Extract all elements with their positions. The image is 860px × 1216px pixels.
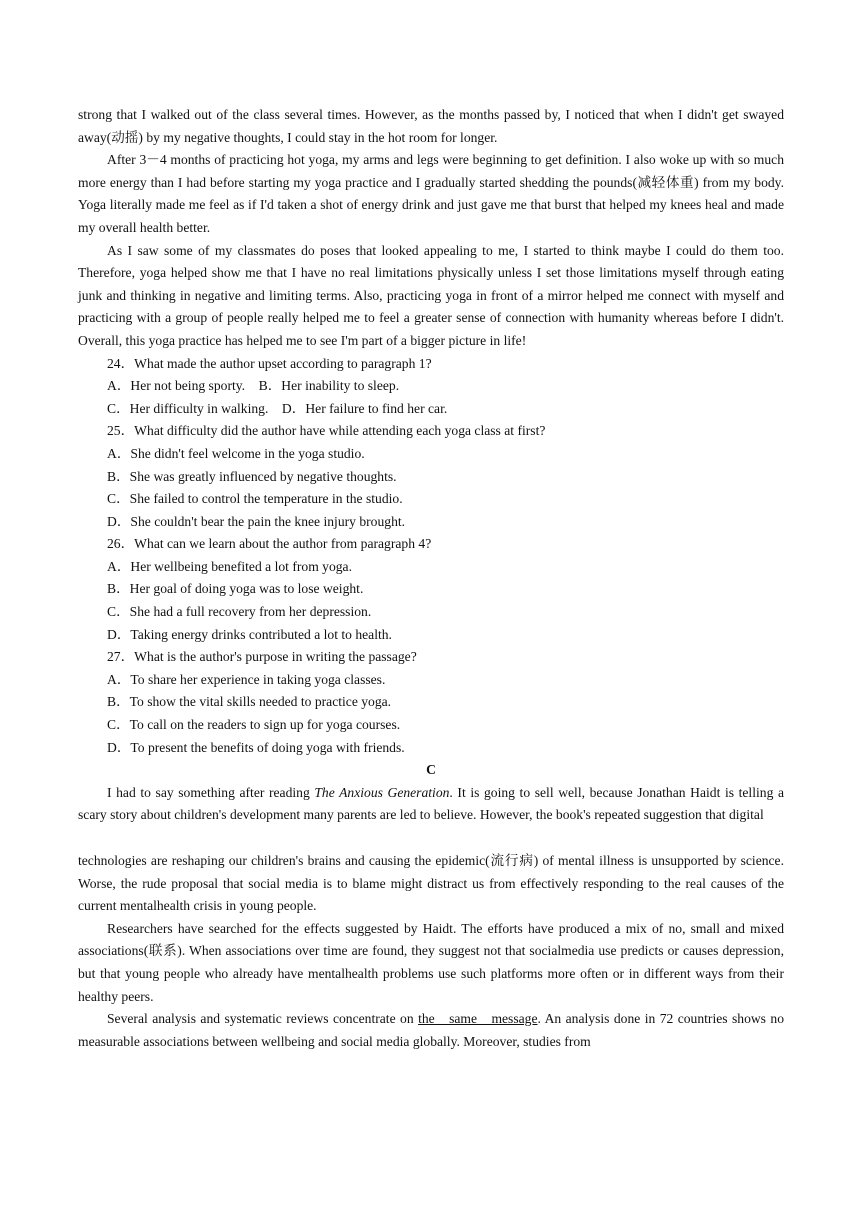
question-27-option-b: B．To show the vital skills needed to practice yoga. [107, 694, 392, 710]
question-24-stem: 24．What made the author upset according to paragraph 1? [107, 355, 432, 371]
passage-c-p1-after: . It is going to sell well, because Jonathan Haidt is telling a scary story about children's development many parents are led to believe. However, the book's repeated suggestion that digital [78, 784, 784, 823]
question-27-option-c: C．To call on the readers to sign up for yoga courses. [107, 717, 401, 733]
question-26-option-a: A．Her wellbeing benefited a lot from yoga. [107, 558, 352, 574]
question-26-option-b: B．Her goal of doing yoga was to lose weight. [107, 581, 364, 597]
passage-c-p1-before: I had to say something after reading [107, 784, 315, 800]
document-page [78, 104, 784, 1053]
passage-c-paragraph-3 [78, 1008, 784, 1053]
passage-c-paragraph-1 [78, 782, 784, 827]
question-27-option-d: D．To present the benefits of doing yoga with friends. [107, 739, 405, 755]
book-title: The Anxious Generation [314, 784, 450, 800]
question-25-stem: 25．What difficulty did the author have while attending each yoga class at first? [107, 423, 546, 439]
passage-c-heading: C [426, 762, 436, 778]
question-27-option-a: A．To share her experience in taking yoga classes. [107, 671, 386, 687]
passage-b-paragraph-2: After 3－4 months of practicing hot yoga, my arms and legs were beginning to get definition. I also woke up with so much more energy than I had before starting my yoga practice and I gradually started shedding the pounds(减轻体重) from my body. Yoga literally made me feel as if I'd taken a shot of energy drink and just gave me that burst that helped my knees heal and made my overall health better. [78, 152, 784, 235]
question-26-option-c: C．She had a full recovery from her depression. [107, 604, 372, 620]
question-24-options-ab: A．Her not being sporty. B．Her inability to sleep. [107, 378, 400, 394]
passage-c-paragraph-2: Researchers have searched for the effects suggested by Haidt. The efforts have produced a mix of no, small and mixed associations(联系). When associations over time are found, they suggest not that socialmedia use predicts or causes depression, but that young people who already have mentalhealth problems use such platforms more often or in different ways from their healthy peers. [78, 920, 784, 1004]
question-25-option-b: B．She was greatly influenced by negative thoughts. [107, 468, 397, 484]
question-26-option-d: D．Taking energy drinks contributed a lot to health. [107, 626, 392, 642]
question-26-stem: 26．What can we learn about the author from paragraph 4? [107, 536, 432, 552]
passage-b-paragraph-3: As I saw some of my classmates do poses that looked appealing to me, I started to think maybe I could do them too. Therefore, yoga helped show me that I have no real limitations physically unless I set those limitations myself through eating junk and thinking in negative and limiting terms. Also, practicing yoga in front of a mirror helped me connect with myself and practicing with a group of people really helped me to feel a greater sense of connection with humanity whereas before I didn't. Overall, this yoga practice has helped me to see I'm part of a bigger picture in life! [78, 242, 784, 348]
passage-b-paragraph-1-tail: strong that I walked out of the class several times. However, as the months passed by, I noticed that when I didn't get swayed away(动摇) by my negative thoughts, I could stay in the hot room for longer. [78, 107, 784, 145]
question-27-stem: 27．What is the author's purpose in writing the passage? [107, 649, 417, 665]
question-24-options-cd: C．Her difficulty in walking. D．Her failure to find her car. [107, 400, 448, 416]
page-break-gap [78, 827, 784, 850]
question-25-option-c: C．She failed to control the temperature in the studio. [107, 491, 403, 507]
underlined-phrase: the same message [418, 1011, 538, 1027]
passage-c-p3-after: . An analysis done in 72 countries shows no measurable associations between wellbeing and social media globally. Moreover, studies from [78, 1011, 784, 1049]
passage-c-paragraph-1-continued: technologies are reshaping our children's brains and causing the epidemic(流行病) of mental illness is unsupported by science. Worse, the rude proposal that social media is to blame might distract us from effectively responding to the real causes of the current mentalhealth crisis in young people. [78, 853, 784, 914]
question-25-option-d: D．She couldn't bear the pain the knee injury brought. [107, 513, 406, 529]
passage-c-p3-before: Several analysis and systematic reviews concentrate on [107, 1011, 419, 1027]
question-25-option-a: A．She didn't feel welcome in the yoga studio. [107, 445, 365, 461]
